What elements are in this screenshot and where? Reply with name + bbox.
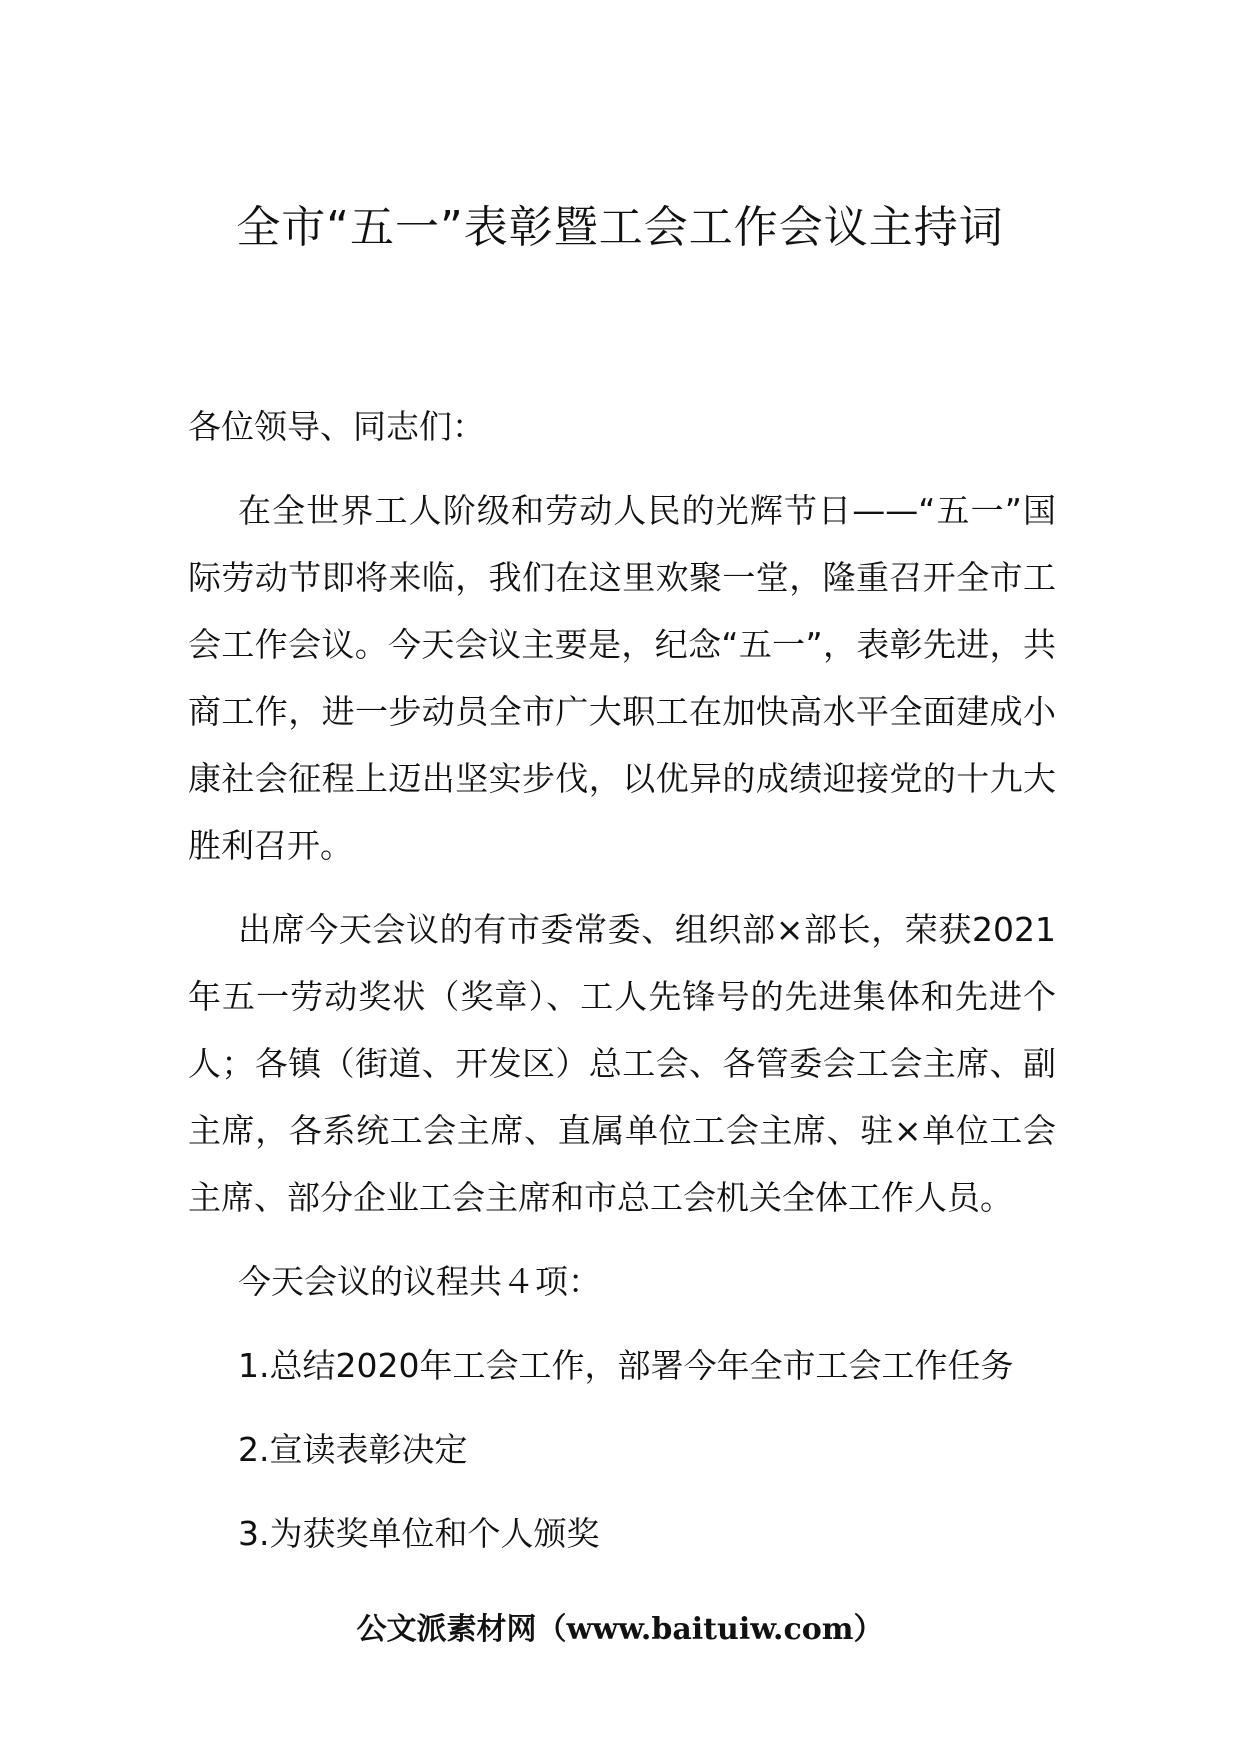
agenda-item: 1.总结2020年工会工作，部署今年全市工会工作任务	[238, 1346, 1014, 1385]
paragraph-intro: 在全世界工人阶级和劳动人民的光辉节日——“五一”国际劳动节即将来临，我们在这里欢聚一堂，隆重召开全市工会工作会议。今天会议主要是，纪念“五一”，表彰先进，共商工作，进一步动员全市广大职工在加快高水平全面建成小康社会征程上迈出坚实步伐，以优异的成绩迎接党的十九大胜利召开。	[188, 491, 1056, 865]
document-title: 全市“五一”表彰暨工会工作会议主持词	[236, 202, 1004, 253]
paragraph-attendees: 出席今天会议的有市委常委、组织部×部长，荣获2021年五一劳动奖状（奖章）、工人先锋号的先进集体和先进个人；各镇（街道、开发区）总工会、各管委会工会主席、副主席，各系统工会主席、直属单位工会主席、驻×单位工会主席、部分企业工会主席和市总工会机关全体工作人员。	[188, 910, 1056, 1217]
paragraph-agenda-intro: 今天会议的议程共４项：	[238, 1262, 601, 1301]
greeting: 各位领导、同志们：	[188, 407, 485, 446]
agenda-item: 2.宣读表彰决定	[238, 1430, 468, 1469]
document-body	[188, 393, 1056, 1567]
footer-watermark: 公文派素材网（www.baituiw.com）	[356, 1612, 884, 1647]
agenda-item: 3.为获奖单位和个人颁奖	[238, 1514, 600, 1553]
